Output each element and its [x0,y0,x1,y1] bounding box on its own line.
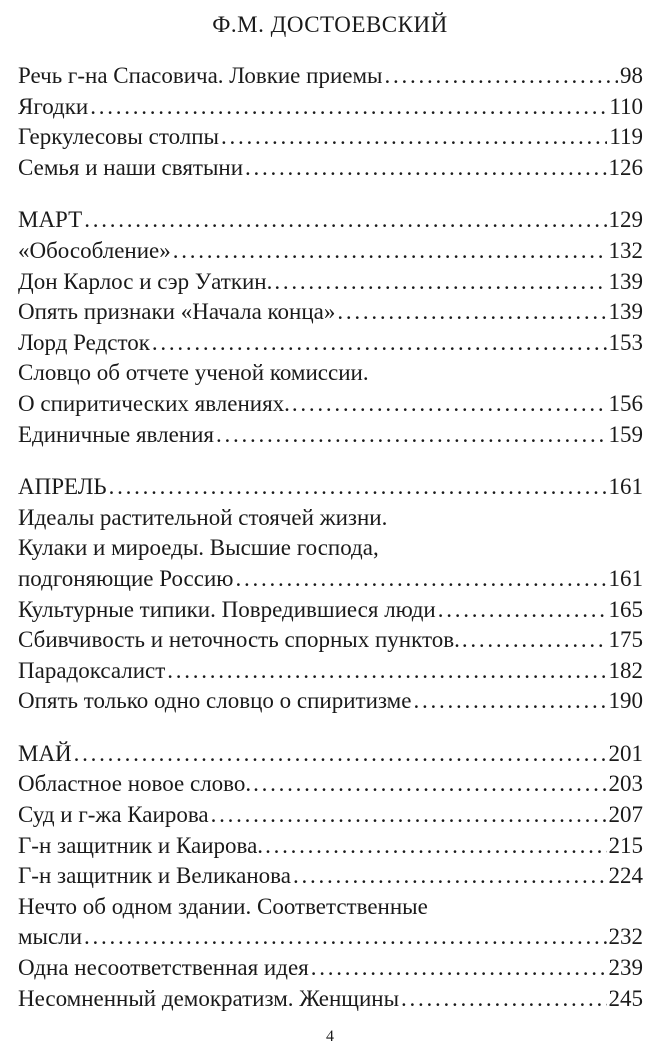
toc-entry-title-line: Кулаки и мироеды. Высшие господа, [18,535,379,561]
toc-entry-title: подгоняющие Россию [18,565,234,591]
dot-leader [216,420,607,451]
toc-entry-page: 215 [608,832,643,858]
toc-entry-title: Речь г-на Спасовича. Ловкие приемы [18,63,383,88]
toc-entry-title: Опять признаки «Начала конца» [18,299,336,325]
toc-entry-title: Культурные типики. Повредившиеся люди [18,596,436,622]
toc-entry [18,205,643,236]
toc-entry-title: Ягодки [18,93,89,119]
dot-leader [152,328,607,359]
dot-leader [413,686,606,717]
toc-entry [18,953,643,984]
toc-entry [18,800,643,831]
dot-leader [235,564,606,595]
toc-entry [18,861,643,892]
toc-section [18,739,643,1014]
toc-entry [18,564,643,595]
toc-entry-title: АПРЕЛЬ [18,474,107,500]
toc-entry [18,984,643,1015]
toc-entry-title: Г-н защитник и Каирова. [18,832,264,858]
dot-leader [221,122,607,153]
toc-entry-page: 98 [620,63,643,88]
toc-entry-page: 132 [608,237,643,263]
dot-leader [167,656,606,687]
dot-leader [173,236,607,267]
toc-entry [18,297,643,328]
dot-leader [462,625,607,656]
toc-entry-page: 207 [608,802,643,828]
dot-leader [401,984,606,1015]
toc-entry-title: Сбивчивость и неточность спорных пунктов. [18,627,460,653]
toc-entry [18,831,643,862]
toc-entry-title-line: Идеалы растительной стоячей жизни. [18,504,388,530]
toc-entry [18,236,643,267]
toc-entry [18,686,643,717]
toc-entry [18,595,643,626]
toc-entry-page: 156 [608,390,643,416]
toc-entry-page: 239 [608,955,643,981]
toc-entry-title: О спиритических явлениях. [18,390,290,416]
dot-leader [84,922,606,953]
dot-leader [245,153,606,184]
toc-entry [18,389,643,420]
toc-entry-page: 129 [608,207,643,233]
toc-entry-title-line: Нечто об одном здании. Соответственные [18,893,428,919]
toc-entry-title: Опять только одно словцо о спиритизме [18,688,412,714]
toc-entry [18,328,643,359]
toc-entry-title: МАРТ [18,207,83,233]
toc-entry-page: 201 [608,740,643,766]
toc-entry [18,922,643,953]
toc-entry [18,122,643,153]
toc-entry-title: Парадоксалист [18,657,166,683]
toc-entry-page: 110 [609,93,643,119]
page-number: 4 [326,1028,334,1045]
toc-section [18,205,643,450]
toc-entry-title: Геркулесовы столпы [18,124,220,150]
toc-entry [18,61,643,92]
toc-entry [18,769,643,800]
toc-entry [18,267,643,298]
toc-entry-page: 224 [608,863,643,889]
toc-entry-title: МАЙ [18,740,72,766]
dot-leader [384,61,618,92]
dot-leader [438,595,607,626]
dot-leader [311,953,607,984]
toc-entry-page: 182 [608,657,643,683]
toc-entry-page: 161 [608,474,643,500]
toc-entry-page: 203 [608,771,643,797]
dot-leader [274,267,606,298]
toc-entry-page: 190 [608,688,643,714]
toc-section [18,61,643,183]
dot-leader [265,831,606,862]
toc-entry-title: Лорд Редсток [18,329,150,355]
toc-entry [18,420,643,451]
toc-section [18,472,643,717]
running-head-author: Ф.М. ДОСТОЕВСКИЙ [212,12,448,37]
table-of-contents [18,61,643,1036]
dot-leader [109,472,607,503]
toc-entry-page: 126 [608,154,643,180]
dot-leader [84,205,606,236]
toc-entry-title: Дон Карлос и сэр Уаткин. [18,268,273,294]
toc-entry-page: 165 [608,596,643,622]
toc-entry-title: мысли [18,924,83,950]
dot-leader [253,769,606,800]
dot-leader [337,297,606,328]
dot-leader [211,800,607,831]
toc-entry-title-line: Словцо об отчете ученой комиссии. [18,360,369,386]
toc-entry [18,92,643,123]
dot-leader [74,739,607,770]
toc-entry-page: 153 [608,329,643,355]
toc-entry-page: 245 [608,985,643,1011]
dot-leader [293,861,607,892]
toc-entry-title: Семья и наши святыни [18,154,244,180]
toc-entry [18,656,643,687]
toc-entry-page: 161 [608,565,643,591]
toc-entry [18,625,643,656]
toc-entry-page: 139 [608,299,643,325]
toc-entry-title: Г-н защитник и Великанова [18,863,291,889]
toc-entry-page: 139 [608,268,643,294]
toc-entry-title: «Обособление» [18,237,171,263]
dot-leader [90,92,607,123]
toc-entry-title: Одна несоответственная идея [18,955,309,981]
toc-entry-page: 232 [608,924,643,950]
toc-entry-title: Несомненный демократизм. Женщины [18,985,400,1011]
toc-entry-title: Суд и г-жа Каирова [18,802,209,828]
toc-entry-page: 119 [609,124,643,150]
toc-entry [18,153,643,184]
dot-leader [292,389,607,420]
toc-entry [18,739,643,770]
toc-entry-title: Областное новое слово. [18,771,252,797]
toc-entry [18,472,643,503]
toc-entry-page: 175 [608,627,643,653]
toc-entry-page: 159 [608,421,643,447]
toc-entry-title: Единичные явления [18,421,214,447]
